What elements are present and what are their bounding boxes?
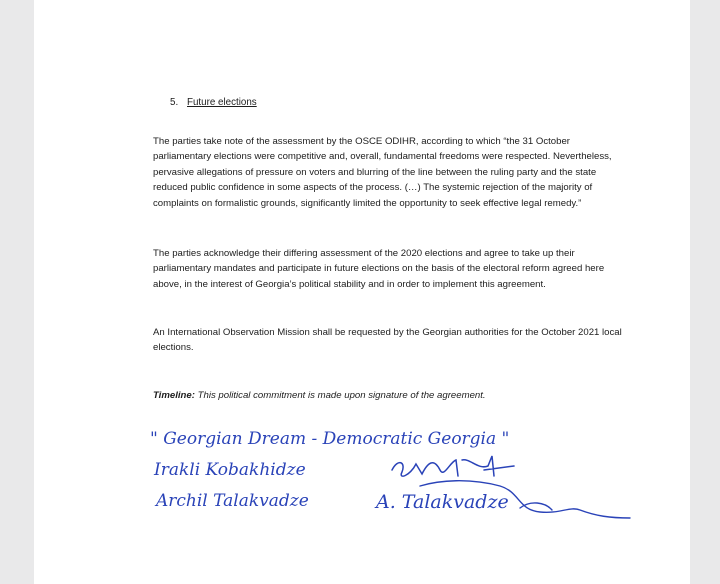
handwritten-party-name: " Georgian Dream - Democratic Georgia " [150,429,510,449]
paragraph-acknowledgement: The parties acknowledge their differing assessment of the 2020 elections and agree to take up their parliamentary mandates and participate in future elections on the basis of the electoral reform agreed here above, in the interest of Georgia’s political stability and in order to implement this agreement. [153,248,605,290]
section-number: 5. [170,97,179,108]
handwritten-signer-2: Archil Talakvadze [156,491,309,511]
section-title: Future elections [187,97,257,108]
section-heading [153,95,623,110]
handwritten-signer-1: Irakli Kobakhidze [154,460,306,480]
timeline-line [153,388,623,403]
paragraph-observation-mission: An International Observation Mission shall be requested by the Georgian authorities for the October 2021 local elections. [153,327,622,354]
paragraph-osce-assessment: The parties take note of the assessment by the OSCE ODIHR, according to which “the 31 October parliamentary elections were competitive and, overall, fundamental freedoms were respected. Nevertheless, pervasive allegations of pressure on voters and blurring of the line between the ruling party and the state reduced public confidence in some aspects of the process. (…) The systemic rejection of the majority of complaints on formalistic grounds, significantly limited the opportunity to seek effective legal remedy.” [153,136,612,209]
signature-2-text: A. Talakvadze [376,491,509,513]
timeline-label: Timeline: [153,390,195,401]
timeline-text: This political commitment is made upon signature of the agreement. [197,390,486,401]
